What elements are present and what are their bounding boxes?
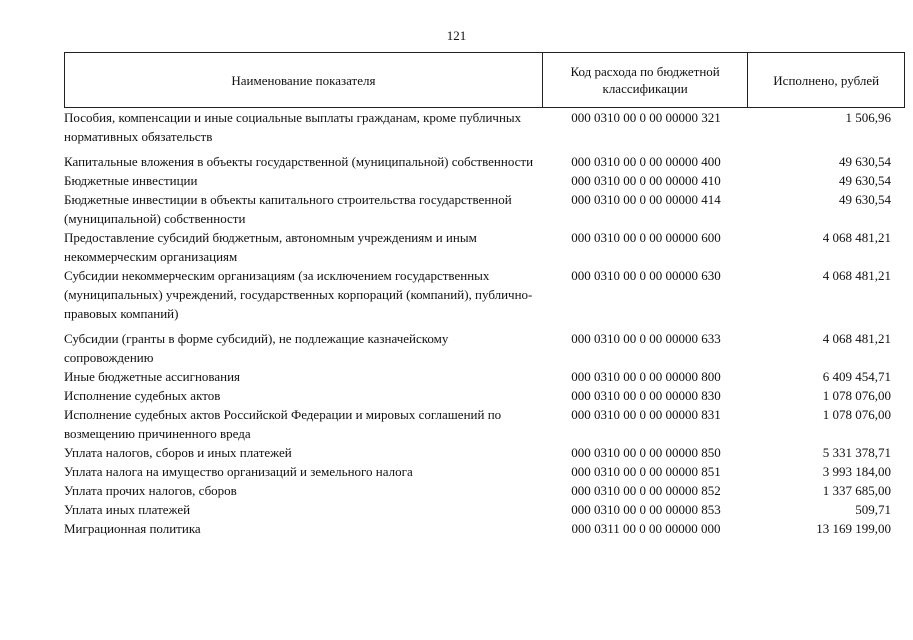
row-code: 000 0310 00 0 00 00000 850 bbox=[571, 445, 721, 460]
table-header bbox=[64, 52, 905, 108]
row-amount: 4 068 481,21 bbox=[822, 230, 891, 245]
row-name: Исполнение судебных актов Российской Федерации и мировых соглашений по возмещению причиненного вреда bbox=[64, 407, 502, 441]
table-body bbox=[64, 108, 905, 538]
row-amount: 49 630,54 bbox=[839, 192, 891, 207]
row-code: 000 0310 00 0 00 00000 321 bbox=[571, 110, 721, 125]
row-amount: 4 068 481,21 bbox=[822, 268, 891, 283]
row-name: Субсидии (гранты в форме субсидий), не подлежащие казначейскому сопровождению bbox=[64, 331, 449, 365]
table-row bbox=[64, 367, 905, 386]
row-code: 000 0310 00 0 00 00000 410 bbox=[571, 173, 721, 188]
row-amount: 49 630,54 bbox=[839, 154, 891, 169]
row-name: Уплата налога на имущество организаций и земельного налога bbox=[64, 464, 413, 479]
row-amount: 13 169 199,00 bbox=[816, 521, 891, 536]
row-name: Предоставление субсидий бюджетным, автономным учреждениям и иным некоммерческим организациям bbox=[64, 230, 477, 264]
row-code: 000 0310 00 0 00 00000 852 bbox=[571, 483, 721, 498]
table-row bbox=[64, 171, 905, 190]
row-amount: 5 331 378,71 bbox=[822, 445, 891, 460]
table-row bbox=[64, 190, 905, 228]
table-row bbox=[64, 405, 905, 443]
row-code: 000 0310 00 0 00 00000 600 bbox=[571, 230, 721, 245]
row-name: Уплата иных платежей bbox=[64, 502, 191, 517]
row-name: Исполнение судебных актов bbox=[64, 388, 221, 403]
row-code: 000 0310 00 0 00 00000 831 bbox=[571, 407, 721, 422]
table-row bbox=[64, 500, 905, 519]
row-amount: 1 506,96 bbox=[845, 110, 891, 125]
row-code: 000 0310 00 0 00 00000 830 bbox=[571, 388, 721, 403]
table-row bbox=[64, 108, 905, 146]
table-row bbox=[64, 228, 905, 266]
row-code: 000 0310 00 0 00 00000 633 bbox=[571, 331, 721, 346]
table-row bbox=[64, 266, 905, 323]
page-number: 121 bbox=[446, 28, 467, 43]
row-amount: 3 993 184,00 bbox=[822, 464, 891, 479]
row-amount: 6 409 454,71 bbox=[822, 369, 891, 384]
row-amount: 509,71 bbox=[855, 502, 891, 517]
row-amount: 1 078 076,00 bbox=[822, 407, 891, 422]
row-name: Уплата налогов, сборов и иных платежей bbox=[64, 445, 292, 460]
table-row bbox=[64, 462, 905, 481]
row-name: Уплата прочих налогов, сборов bbox=[64, 483, 237, 498]
header-code: Код расхода по бюджетной классификации bbox=[543, 53, 749, 107]
table-row bbox=[64, 386, 905, 405]
row-name: Субсидии некоммерческим организациям (за исключением государственных (муниципальных) учреждений, государственных корпораций (компаний), публично-правовых компаний) bbox=[64, 268, 533, 321]
row-amount: 49 630,54 bbox=[839, 173, 891, 188]
table-row bbox=[64, 329, 905, 367]
header-name: Наименование показателя bbox=[65, 53, 543, 107]
row-name: Пособия, компенсации и иные социальные выплаты гражданам, кроме публичных нормативных обязательств bbox=[64, 110, 522, 144]
row-name: Бюджетные инвестиции bbox=[64, 173, 198, 188]
row-amount: 1 337 685,00 bbox=[822, 483, 891, 498]
row-code: 000 0310 00 0 00 00000 800 bbox=[571, 369, 721, 384]
row-code: 000 0311 00 0 00 00000 000 bbox=[571, 521, 721, 536]
header-amount: Исполнено, рублей bbox=[773, 72, 880, 88]
row-code: 000 0310 00 0 00 00000 853 bbox=[571, 502, 721, 517]
row-code: 000 0310 00 0 00 00000 630 bbox=[571, 268, 721, 283]
row-code: 000 0310 00 0 00 00000 851 bbox=[571, 464, 721, 479]
row-name: Иные бюджетные ассигнования bbox=[64, 369, 241, 384]
row-code: 000 0310 00 0 00 00000 400 bbox=[571, 154, 721, 169]
row-amount: 1 078 076,00 bbox=[822, 388, 891, 403]
table-row bbox=[64, 443, 905, 462]
table-row bbox=[64, 519, 905, 538]
table-row bbox=[64, 481, 905, 500]
row-code: 000 0310 00 0 00 00000 414 bbox=[571, 192, 721, 207]
row-name: Бюджетные инвестиции в объекты капитального строительства государственной (муниципальной) собственности bbox=[64, 192, 512, 226]
row-name: Капитальные вложения в объекты государственной (муниципальной) собственности bbox=[64, 154, 534, 169]
table-row bbox=[64, 152, 905, 171]
row-name: Миграционная политика bbox=[64, 521, 201, 536]
row-amount: 4 068 481,21 bbox=[822, 331, 891, 346]
